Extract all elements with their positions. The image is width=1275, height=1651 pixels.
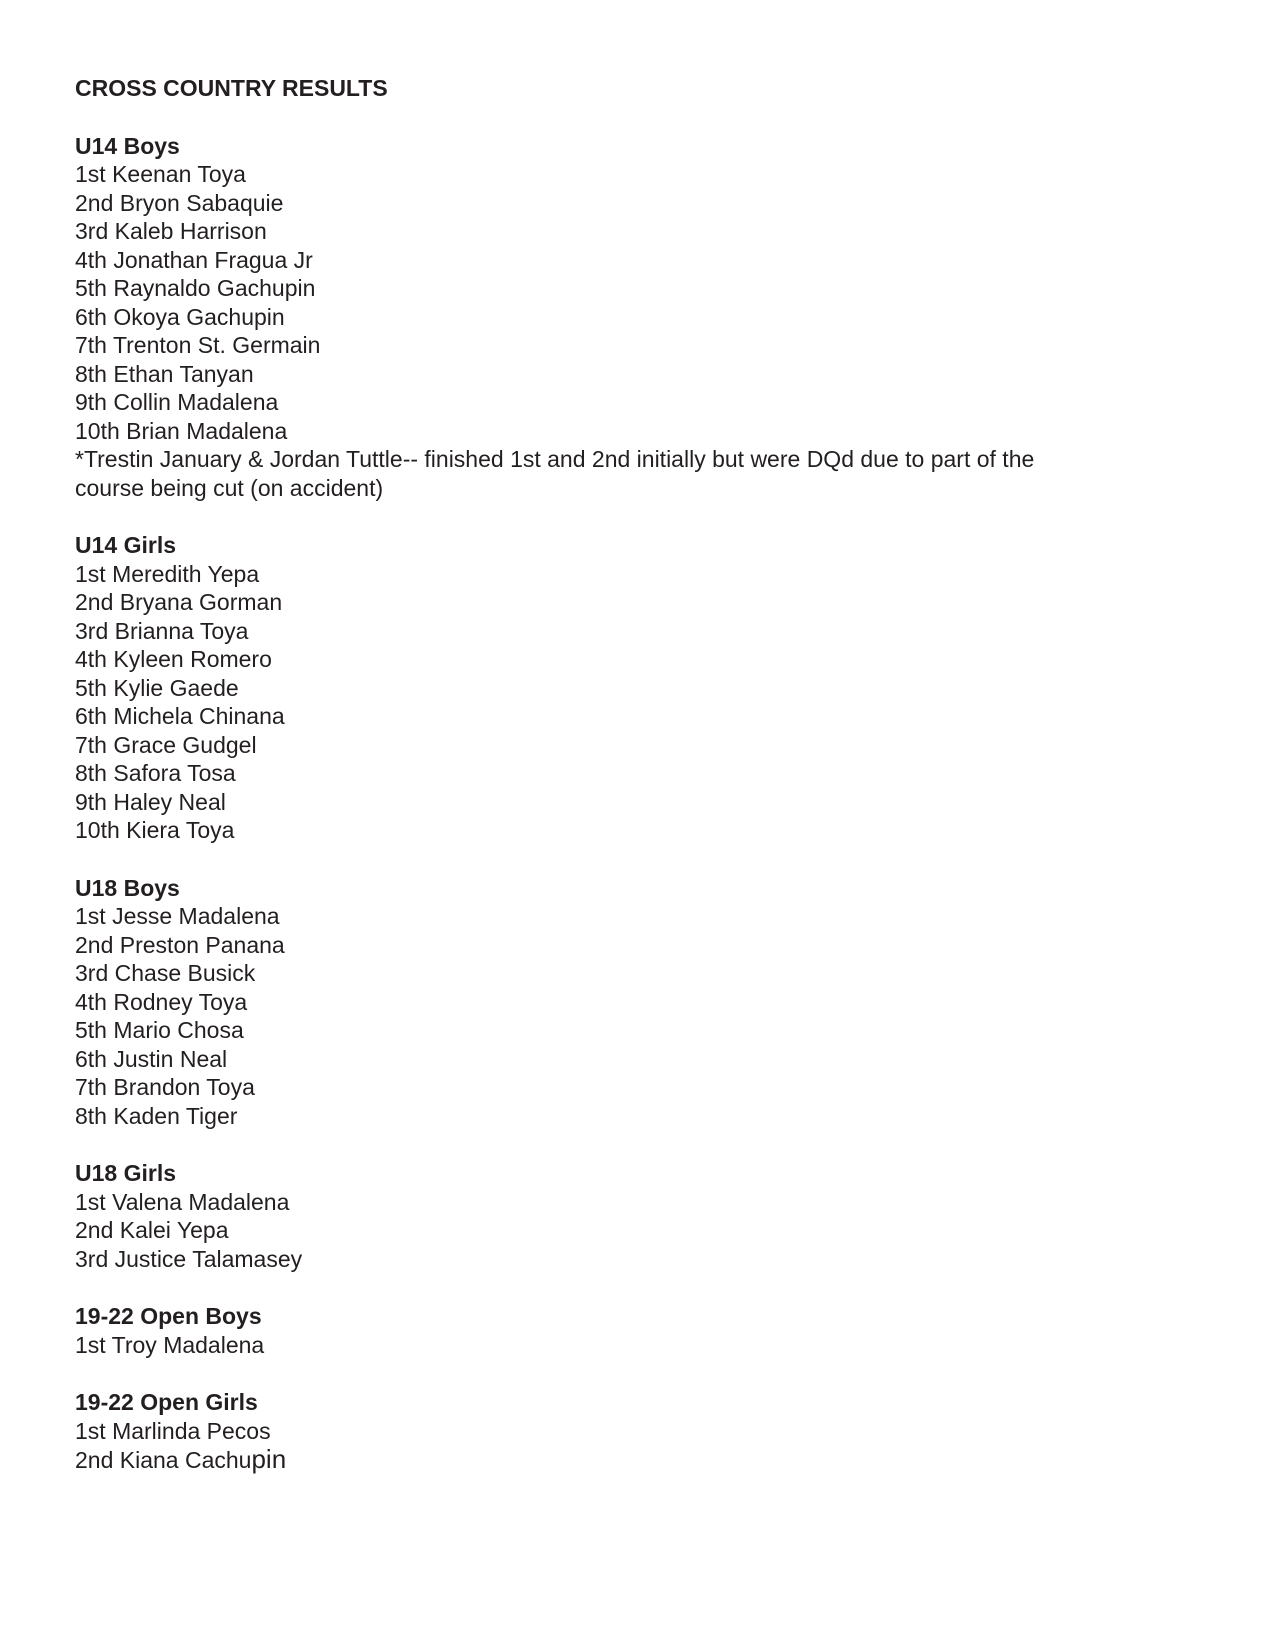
section-u18-girls xyxy=(75,1159,1205,1273)
result-entry: 7th Trenton St. Germain xyxy=(75,332,321,358)
result-entry: 8th Ethan Tanyan xyxy=(75,360,254,387)
section-heading: 19-22 Open Boys xyxy=(75,1303,262,1329)
result-entry: 2nd Kalei Yepa xyxy=(75,1217,229,1243)
result-entry: 1st Marlinda Pecos xyxy=(75,1417,271,1444)
results-document xyxy=(75,74,1205,1504)
result-entry: 7th Brandon Toya xyxy=(75,1074,255,1100)
disqualification-note-line-2: course being cut (on accident) xyxy=(75,474,384,501)
result-entry xyxy=(75,1445,1205,1475)
result-entry: 1st Valena Madalena xyxy=(75,1188,290,1215)
result-entry-text: 2nd Kiana Cachu xyxy=(75,1447,252,1473)
section-heading: U14 Girls xyxy=(75,532,176,558)
result-entry: 2nd Bryon Sabaquie xyxy=(75,189,284,216)
result-entry: 3rd Justice Talamasey xyxy=(75,1245,303,1272)
section-open-boys xyxy=(75,1302,1205,1359)
result-entry: 9th Collin Madalena xyxy=(75,389,279,415)
result-entry: 2nd Preston Panana xyxy=(75,931,285,958)
result-entry: 10th Brian Madalena xyxy=(75,417,288,444)
result-entry: 1st Keenan Toya xyxy=(75,161,246,187)
result-entry: 4th Rodney Toya xyxy=(75,988,248,1015)
result-entry: 1st Jesse Madalena xyxy=(75,903,280,929)
result-entry: 6th Okoya Gachupin xyxy=(75,303,285,330)
result-entry: 1st Meredith Yepa xyxy=(75,560,260,587)
result-entry: 4th Kyleen Romero xyxy=(75,646,272,672)
result-entry: 1st Troy Madalena xyxy=(75,1331,265,1358)
result-entry: 3rd Chase Busick xyxy=(75,960,256,986)
result-entry: 4th Jonathan Fragua Jr xyxy=(75,246,313,273)
result-entry: 3rd Brianna Toya xyxy=(75,617,249,644)
result-entry: 8th Kaden Tiger xyxy=(75,1102,238,1129)
result-entry-text-tail: pin xyxy=(251,1444,287,1474)
section-u14-girls xyxy=(75,531,1205,845)
section-heading: U14 Boys xyxy=(75,132,180,159)
result-entry: 8th Safora Tosa xyxy=(75,760,236,786)
result-entry: 2nd Bryana Gorman xyxy=(75,589,283,615)
section-heading: U18 Boys xyxy=(75,874,180,901)
section-heading: U18 Girls xyxy=(75,1160,176,1186)
result-entry: 3rd Kaleb Harrison xyxy=(75,218,267,244)
result-entry: 7th Grace Gudgel xyxy=(75,731,257,758)
section-heading: 19-22 Open Girls xyxy=(75,1389,258,1415)
disqualification-note-line-1: *Trestin January & Jordan Tuttle-- finished 1st and 2nd initially but were DQd due to part of the xyxy=(75,446,1035,472)
result-entry: 5th Mario Chosa xyxy=(75,1017,244,1043)
result-entry: 5th Raynaldo Gachupin xyxy=(75,275,316,301)
result-entry: 5th Kylie Gaede xyxy=(75,674,239,701)
result-entry: 10th Kiera Toya xyxy=(75,817,235,843)
document-title: CROSS COUNTRY RESULTS xyxy=(75,75,388,101)
section-open-girls xyxy=(75,1388,1205,1475)
result-entry: 6th Justin Neal xyxy=(75,1045,228,1072)
section-u18-boys xyxy=(75,874,1205,1131)
section-u14-boys xyxy=(75,132,1205,503)
result-entry: 9th Haley Neal xyxy=(75,788,226,815)
result-entry: 6th Michela Chinana xyxy=(75,703,285,729)
